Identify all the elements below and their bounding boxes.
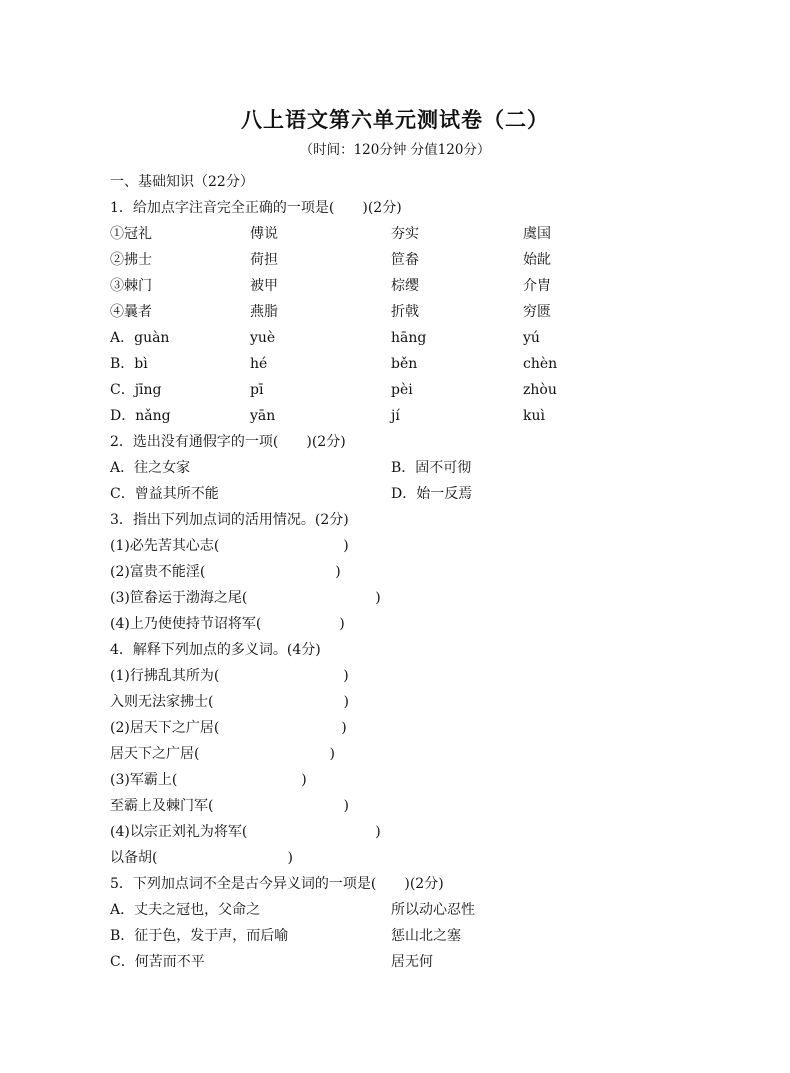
item-text: (2)富贵不能淫(	[110, 564, 206, 580]
q1-cell: ③棘门	[110, 278, 152, 294]
item-close-paren: )	[375, 824, 381, 840]
q2-option-d: D．始一反焉	[391, 486, 473, 502]
q3-item-2	[110, 562, 341, 582]
pinyin-cell: kuì	[523, 408, 545, 424]
item-close-paren: )	[335, 564, 341, 580]
q1-cell: 棕缨	[391, 278, 419, 294]
question-5-stem: 5．下列加点词不全是古今异义词的一项是( )(2分)	[110, 876, 444, 892]
section-heading: 一、基础知识（22分）	[110, 174, 254, 190]
question-2-stem: 2．选出没有通假字的一项( )(2分)	[110, 434, 346, 450]
q1-cell: 始龀	[523, 252, 551, 268]
q3-item-4	[110, 614, 345, 634]
q4-item	[110, 666, 349, 686]
pinyin-cell: C．jīng	[110, 382, 162, 398]
q4-item	[110, 744, 335, 764]
q1-cell: ④曩者	[110, 304, 152, 320]
pinyin-cell: hāng	[391, 330, 427, 346]
pinyin-cell: chèn	[523, 356, 558, 372]
q1-cell: 被甲	[250, 278, 278, 294]
item-text: (1)行拂乱其所为(	[110, 668, 220, 684]
item-text: (3)军霸上(	[110, 772, 178, 788]
pinyin-cell: yuè	[250, 330, 276, 346]
q1-cell: ②拂士	[110, 252, 152, 268]
q4-item	[110, 796, 349, 816]
pinyin-cell: jí	[391, 408, 400, 424]
item-text: (2)居天下之广居(	[110, 720, 220, 736]
question-3-stem: 3．指出下列加点词的活用情况。(2分)	[110, 512, 349, 528]
q1-cell: 荷担	[250, 252, 278, 268]
item-close-paren: )	[343, 694, 349, 710]
q4-item	[110, 848, 293, 868]
q3-item-3	[110, 588, 381, 608]
item-close-paren: )	[341, 720, 347, 736]
pinyin-cell: pèi	[391, 382, 413, 398]
q1-cell: ①冠礼	[110, 226, 152, 242]
pinyin-cell: pī	[250, 382, 264, 398]
item-text: 以备胡(	[110, 850, 158, 866]
pinyin-cell: hé	[250, 356, 268, 372]
item-close-paren: )	[329, 746, 335, 762]
q1-cell: 笸畚	[391, 252, 419, 268]
q1-cell: 傅说	[250, 226, 278, 242]
q1-cell: 折戟	[391, 304, 419, 320]
q2-option-b: B．固不可彻	[391, 460, 472, 476]
question-1-stem: 1．给加点字注音完全正确的一项是( )(2分)	[110, 200, 402, 216]
q1-cell: 介胄	[523, 278, 551, 294]
q4-item	[110, 822, 381, 842]
q5-option-part: C．何苦而不平	[110, 954, 205, 970]
q4-item	[110, 718, 347, 738]
item-close-paren: )	[287, 850, 293, 866]
q5-option-part: A．丈夫之冠也，父命之	[110, 902, 261, 918]
q3-item-1	[110, 536, 349, 556]
pinyin-cell: zhòu	[523, 382, 557, 398]
q5-option-part: 惩山北之塞	[391, 928, 461, 944]
q5-option-part: 所以动心忍性	[391, 902, 475, 918]
q5-option-part: B．征于色，发于声，而后喻	[110, 928, 289, 944]
question-4-stem: 4．解释下列加点的多义词。(4分)	[110, 642, 321, 658]
pinyin-cell: yú	[523, 330, 540, 346]
item-text: 入则无法家拂士(	[110, 694, 214, 710]
q1-cell: 穷匮	[523, 304, 551, 320]
item-close-paren: )	[375, 590, 381, 606]
q4-item	[110, 692, 349, 712]
item-text: 居天下之广居(	[110, 746, 200, 762]
item-text: (4)以宗正刘礼为将军(	[110, 824, 248, 840]
item-text: (3)笸畚运于渤海之尾(	[110, 590, 248, 606]
q1-cell: 燕脂	[250, 304, 278, 320]
item-close-paren: )	[343, 538, 349, 554]
q5-option-part: 居无何	[391, 954, 433, 970]
item-text: 至霸上及棘门军(	[110, 798, 214, 814]
pinyin-cell: A．guàn	[110, 330, 170, 346]
item-close-paren: )	[301, 772, 307, 788]
q2-option-a: A．往之女家	[110, 460, 191, 476]
pinyin-cell: B．bì	[110, 356, 148, 372]
pinyin-cell: yān	[250, 408, 276, 424]
q1-cell: 虞国	[523, 226, 551, 242]
q4-item	[110, 770, 307, 790]
item-text: (4)上乃使使持节诏将军(	[110, 616, 262, 632]
item-close-paren: )	[339, 616, 345, 632]
pinyin-cell: D．nǎng	[110, 408, 171, 424]
item-close-paren: )	[343, 668, 349, 684]
item-close-paren: )	[343, 798, 349, 814]
item-text: (1)必先苦其心志(	[110, 538, 220, 554]
exam-time-score: （时间：120分钟 分值120分）	[299, 142, 491, 158]
pinyin-cell: běn	[391, 356, 418, 372]
q1-cell: 夯实	[391, 226, 419, 242]
page-title: 八上语文第六单元测试卷（二）	[241, 107, 549, 132]
q2-option-c: C．曾益其所不能	[110, 486, 219, 502]
